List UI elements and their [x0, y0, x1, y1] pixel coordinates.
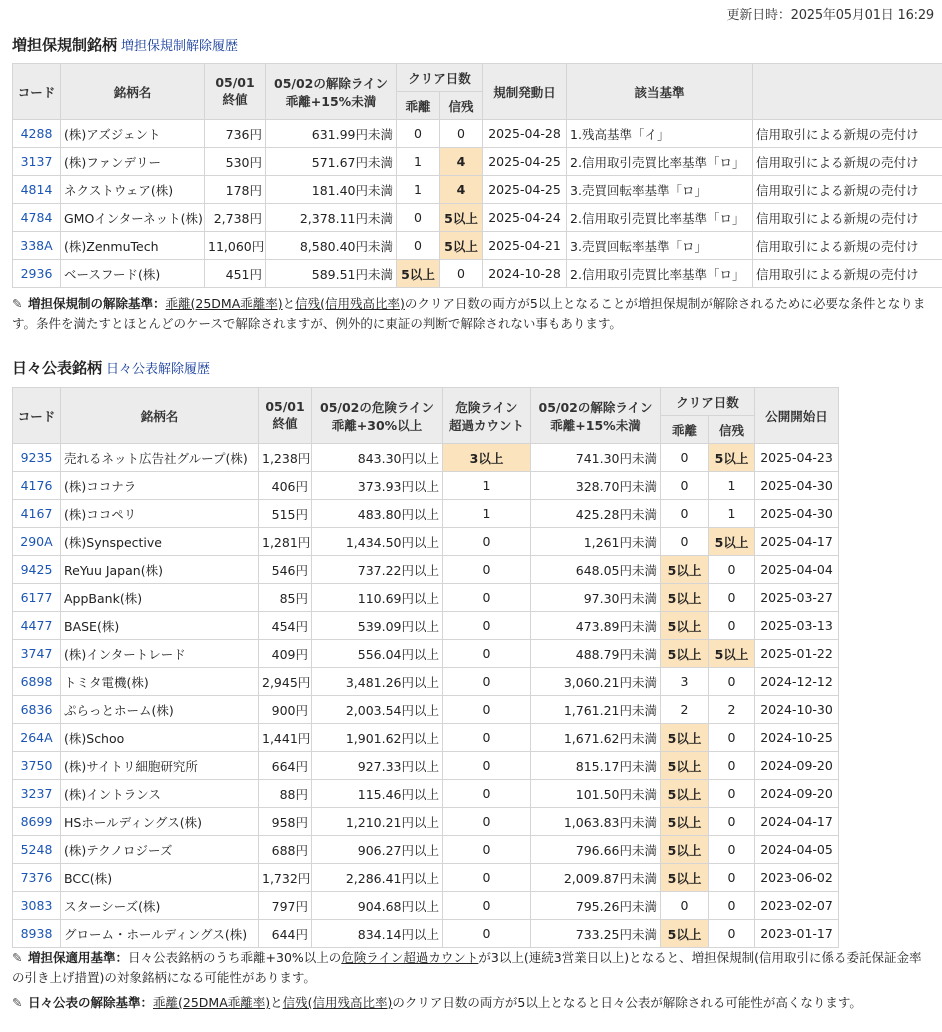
- regulation-note: 信用取引による新規の売付け: [753, 232, 942, 260]
- close-price: 409円: [259, 640, 312, 668]
- stock-name: ぷらっとホーム(株): [61, 696, 259, 724]
- kairi-clear-days: 5以上: [661, 836, 709, 864]
- criteria: 2.信用取引売買比率基準「ロ」: [567, 204, 753, 232]
- danger-count: 0: [443, 752, 531, 780]
- criteria: 3.売買回転率基準「ロ」: [567, 232, 753, 260]
- th2-danger-line: 05/02の危険ライン 乖離+30%以上: [312, 388, 443, 444]
- danger-count: 0: [443, 920, 531, 948]
- th2-clear-days: クリア日数: [661, 388, 755, 416]
- criteria: 2.信用取引売買比率基準「ロ」: [567, 148, 753, 176]
- stock-name: ベースフード(株): [61, 260, 205, 288]
- th-clear-days: クリア日数: [397, 64, 483, 92]
- stock-name: (株)Schoo: [61, 724, 259, 752]
- disclosure-date: 2025-04-04: [755, 556, 839, 584]
- section1-title-text: 増担保規制銘柄: [12, 36, 118, 54]
- close-price: 451円: [205, 260, 266, 288]
- danger-line: 927.33円以上: [312, 752, 443, 780]
- kairi-clear-days: 0: [661, 472, 709, 500]
- danger-count: 0: [443, 528, 531, 556]
- danger-line: 483.80円以上: [312, 500, 443, 528]
- table-row: [13, 612, 839, 640]
- danger-count: 0: [443, 612, 531, 640]
- danger-count: 0: [443, 780, 531, 808]
- close-price: 530円: [205, 148, 266, 176]
- close-price: 797円: [259, 892, 312, 920]
- table-row: [13, 808, 839, 836]
- stock-name: (株)ココナラ: [61, 472, 259, 500]
- stock-code-link[interactable]: 6836: [13, 696, 61, 724]
- shinzan-clear-days: 0: [709, 808, 755, 836]
- criteria: 3.売買回転率基準「ロ」: [567, 176, 753, 204]
- shinzan-clear-days: 4: [440, 148, 483, 176]
- stock-name: トミタ電機(株): [61, 668, 259, 696]
- close-price: 2,945円: [259, 668, 312, 696]
- danger-line: 1,210.21円以上: [312, 808, 443, 836]
- shinzan-clear-days: 5以上: [440, 232, 483, 260]
- table-row: [13, 232, 942, 260]
- danger-line: 110.69円以上: [312, 584, 443, 612]
- release-line: 571.67円未満: [266, 148, 397, 176]
- danger-line: 3,481.26円以上: [312, 668, 443, 696]
- kairi-clear-days: 3: [661, 668, 709, 696]
- stock-code-link[interactable]: 4784: [13, 204, 61, 232]
- stock-name: 売れるネット広告社グループ(株): [61, 444, 259, 472]
- kairi-clear-days: 0: [397, 204, 440, 232]
- stock-name: (株)インタートレード: [61, 640, 259, 668]
- section1-release-note: ✎ 増担保規制の解除基準：乖離(25DMA乖離率)と信残(信用残高比率)のクリア日数の両方が5以上となることが増担保規制が解除されるために必要な条件となります。条件を満たすとほとんどのケースで解除されますが、例外的に東証の判断で解除されない事もあります。: [12, 296, 926, 331]
- danger-count: 3以上: [443, 444, 531, 472]
- th2-kairi: 乖離: [661, 416, 709, 444]
- disclosure-date: 2024-10-30: [755, 696, 839, 724]
- kairi-link[interactable]: 乖離(25DMA乖離率): [165, 296, 283, 311]
- stock-name: ReYuu Japan(株): [61, 556, 259, 584]
- regulation-date: 2025-04-28: [483, 120, 567, 148]
- stock-name: BCC(株): [61, 864, 259, 892]
- close-price: 1,281円: [259, 528, 312, 556]
- margin-regulation-table: [12, 63, 942, 288]
- section2-release-note: ✎ 日々公表の解除基準：乖離(25DMA乖離率)と信残(信用残高比率)のクリア日数の両方が5以上となると日々公表が解除される可能性が高くなります。: [12, 993, 930, 1013]
- pencil-icon: ✎: [12, 950, 23, 965]
- release-line: 815.17円未満: [531, 752, 661, 780]
- release-line: 733.25円未満: [531, 920, 661, 948]
- stock-code-link[interactable]: 4477: [13, 612, 61, 640]
- table-row: [13, 148, 942, 176]
- stock-name: (株)アズジェント: [61, 120, 205, 148]
- table-row: [13, 176, 942, 204]
- close-price: 515円: [259, 500, 312, 528]
- disclosure-date: 2025-03-27: [755, 584, 839, 612]
- release-line: 1,761.21円未満: [531, 696, 661, 724]
- release-line: 1,063.83円未満: [531, 808, 661, 836]
- section2-title-text: 日々公表銘柄: [12, 359, 103, 377]
- close-price: 1,238円: [259, 444, 312, 472]
- danger-line: 843.30円以上: [312, 444, 443, 472]
- shinzan-link[interactable]: 信残(信用残高比率): [282, 995, 393, 1010]
- kairi-clear-days: 5以上: [661, 612, 709, 640]
- release-line: 181.40円未満: [266, 176, 397, 204]
- table-row: [13, 556, 839, 584]
- th-close: 05/01 終値: [205, 64, 266, 120]
- regulation-note: 信用取引による新規の売付け: [753, 260, 942, 288]
- section1-title: [12, 34, 238, 55]
- danger-line: 373.93円以上: [312, 472, 443, 500]
- close-price: 736円: [205, 120, 266, 148]
- stock-code-link[interactable]: 4167: [13, 500, 61, 528]
- criteria: 1.残高基準「イ」: [567, 120, 753, 148]
- th-name: 銘柄名: [61, 64, 205, 120]
- table-row: [13, 668, 839, 696]
- kairi-clear-days: 0: [397, 120, 440, 148]
- danger-line: 556.04円以上: [312, 640, 443, 668]
- danger-line: 834.14円以上: [312, 920, 443, 948]
- table-row: [13, 584, 839, 612]
- danger-count: 0: [443, 584, 531, 612]
- kairi-clear-days: 0: [661, 444, 709, 472]
- release-line: 631.99円未満: [266, 120, 397, 148]
- table-row: [13, 640, 839, 668]
- shinzan-clear-days: 4: [440, 176, 483, 204]
- stock-code-link[interactable]: 2936: [13, 260, 61, 288]
- th-start-date: 規制発動日: [483, 64, 567, 120]
- disclosure-date: 2024-04-05: [755, 836, 839, 864]
- disclosure-date: 2023-06-02: [755, 864, 839, 892]
- disclosure-date: 2025-04-17: [755, 528, 839, 556]
- stock-code-link[interactable]: 6898: [13, 668, 61, 696]
- kairi-clear-days: 5以上: [661, 920, 709, 948]
- stock-code-link[interactable]: 9425: [13, 556, 61, 584]
- stock-name: (株)イントランス: [61, 780, 259, 808]
- table-row: [13, 920, 839, 948]
- danger-line: 1,901.62円以上: [312, 724, 443, 752]
- stock-code-link[interactable]: 3083: [13, 892, 61, 920]
- disclosure-date: 2025-03-13: [755, 612, 839, 640]
- danger-line: 539.09円以上: [312, 612, 443, 640]
- table-row: [13, 204, 942, 232]
- release-line: 425.28円未満: [531, 500, 661, 528]
- danger-count: 1: [443, 500, 531, 528]
- close-price: 1,732円: [259, 864, 312, 892]
- kairi-link[interactable]: 乖離(25DMA乖離率): [153, 995, 271, 1010]
- regulation-note: 信用取引による新規の売付け: [753, 204, 942, 232]
- kairi-clear-days: 1: [397, 148, 440, 176]
- shinzan-link[interactable]: 信残(信用残高比率): [295, 296, 405, 311]
- regulation-date: 2025-04-25: [483, 176, 567, 204]
- release-line: 328.70円未満: [531, 472, 661, 500]
- stock-name: (株)ファンデリー: [61, 148, 205, 176]
- stock-name: ネクストウェア(株): [61, 176, 205, 204]
- regulation-note: 信用取引による新規の売付け: [753, 176, 942, 204]
- kairi-clear-days: 5以上: [397, 260, 440, 288]
- stock-name: AppBank(株): [61, 584, 259, 612]
- danger-count: 0: [443, 808, 531, 836]
- stock-name: (株)ZenmuTech: [61, 232, 205, 260]
- stock-code-link[interactable]: 4176: [13, 472, 61, 500]
- shinzan-clear-days: 0: [709, 836, 755, 864]
- release-line: 1,671.62円未満: [531, 724, 661, 752]
- release-line: 648.05円未満: [531, 556, 661, 584]
- shinzan-clear-days: 2: [709, 696, 755, 724]
- close-price: 454円: [259, 612, 312, 640]
- updated-timestamp: 更新日時：2025年05月01日 16:29: [726, 8, 934, 23]
- th-note: [753, 64, 942, 120]
- release-line: 8,580.40円未満: [266, 232, 397, 260]
- section2-title: [12, 357, 210, 378]
- regulation-date: 2025-04-25: [483, 148, 567, 176]
- disclosure-date: 2025-01-22: [755, 640, 839, 668]
- kairi-clear-days: 2: [661, 696, 709, 724]
- danger-count: 0: [443, 640, 531, 668]
- stock-code-link[interactable]: 8699: [13, 808, 61, 836]
- danger-line: 115.46円以上: [312, 780, 443, 808]
- section1-history-link[interactable]: 増担保規制解除履歴: [121, 39, 239, 54]
- table-row: [13, 752, 839, 780]
- danger-line: 904.68円以上: [312, 892, 443, 920]
- stock-code-link[interactable]: 290A: [13, 528, 61, 556]
- th-criteria: 該当基準: [567, 64, 753, 120]
- table-row: [13, 120, 942, 148]
- danger-line: 2,003.54円以上: [312, 696, 443, 724]
- shinzan-clear-days: 0: [709, 864, 755, 892]
- stock-name: スターシーズ(株): [61, 892, 259, 920]
- disclosure-date: 2025-04-23: [755, 444, 839, 472]
- close-price: 546円: [259, 556, 312, 584]
- th2-start-date: 公開開始日: [755, 388, 839, 444]
- table-row: [13, 472, 839, 500]
- close-price: 664円: [259, 752, 312, 780]
- pencil-icon: ✎: [12, 995, 23, 1010]
- stock-code-link[interactable]: 3750: [13, 752, 61, 780]
- disclosure-date: 2024-09-20: [755, 780, 839, 808]
- danger-line: 2,286.41円以上: [312, 864, 443, 892]
- th-code: コード: [13, 64, 61, 120]
- th2-danger-count: 危険ライン 超過カウント: [443, 388, 531, 444]
- close-price: 2,738円: [205, 204, 266, 232]
- table-row: [13, 864, 839, 892]
- regulation-date: 2024-10-28: [483, 260, 567, 288]
- th2-release-line: 05/02の解除ライン 乖離+15%未満: [531, 388, 661, 444]
- release-line: 1,261円未満: [531, 528, 661, 556]
- danger-count: 0: [443, 724, 531, 752]
- stock-code-link[interactable]: 7376: [13, 864, 61, 892]
- section2-margin-note: ✎ 増担保適用基準：日々公表銘柄のうち乖離+30%以上の危険ライン超過カウントが3以上(連続3営業日以上)となると、増担保規制(信用取引に係る委託保証金率の引き上げ措置)の対象銘柄になる可能性があります。: [12, 950, 922, 985]
- kairi-clear-days: 5以上: [661, 864, 709, 892]
- kairi-clear-days: 0: [661, 892, 709, 920]
- regulation-note: 信用取引による新規の売付け: [753, 120, 942, 148]
- th-release-line: 05/02の解除ライン 乖離+15%未満: [266, 64, 397, 120]
- close-price: 11,060円: [205, 232, 266, 260]
- kairi-clear-days: 5以上: [661, 752, 709, 780]
- stock-code-link[interactable]: 3237: [13, 780, 61, 808]
- stock-code-link[interactable]: 9235: [13, 444, 61, 472]
- close-price: 1,441円: [259, 724, 312, 752]
- th2-close: 05/01 終値: [259, 388, 312, 444]
- shinzan-clear-days: 1: [709, 500, 755, 528]
- kairi-clear-days: 0: [661, 500, 709, 528]
- stock-name: HSホールディングス(株): [61, 808, 259, 836]
- close-price: 644円: [259, 920, 312, 948]
- danger-line: 1,434.50円以上: [312, 528, 443, 556]
- stock-code-link[interactable]: 6177: [13, 584, 61, 612]
- shinzan-clear-days: 0: [709, 920, 755, 948]
- disclosure-date: 2023-02-07: [755, 892, 839, 920]
- release-line: 741.30円未満: [531, 444, 661, 472]
- stock-name: (株)ココペリ: [61, 500, 259, 528]
- release-line: 473.89円未満: [531, 612, 661, 640]
- table-row: [13, 836, 839, 864]
- table-row: [13, 500, 839, 528]
- shinzan-clear-days: 5以上: [709, 444, 755, 472]
- kairi-clear-days: 1: [397, 176, 440, 204]
- close-price: 900円: [259, 696, 312, 724]
- danger-count: 0: [443, 556, 531, 584]
- release-line: 488.79円未満: [531, 640, 661, 668]
- shinzan-clear-days: 5以上: [709, 528, 755, 556]
- danger-count: 0: [443, 836, 531, 864]
- regulation-date: 2025-04-21: [483, 232, 567, 260]
- release-line: 2,009.87円未満: [531, 864, 661, 892]
- th-kairi: 乖離: [397, 92, 440, 120]
- kairi-clear-days: 5以上: [661, 640, 709, 668]
- disclosure-date: 2024-04-17: [755, 808, 839, 836]
- disclosure-date: 2023-01-17: [755, 920, 839, 948]
- stock-name: BASE(株): [61, 612, 259, 640]
- shinzan-clear-days: 0: [709, 752, 755, 780]
- stock-name: GMOインターネット(株): [61, 204, 205, 232]
- criteria: 2.信用取引売買比率基準「ロ」: [567, 260, 753, 288]
- table-row: [13, 724, 839, 752]
- close-price: 178円: [205, 176, 266, 204]
- stock-code-link[interactable]: 4288: [13, 120, 61, 148]
- kairi-clear-days: 5以上: [661, 780, 709, 808]
- stock-code-link[interactable]: 264A: [13, 724, 61, 752]
- table-row: [13, 260, 942, 288]
- disclosure-date: 2025-04-30: [755, 500, 839, 528]
- close-price: 688円: [259, 836, 312, 864]
- close-price: 88円: [259, 780, 312, 808]
- close-price: 85円: [259, 584, 312, 612]
- shinzan-clear-days: 0: [709, 780, 755, 808]
- danger-line: 737.22円以上: [312, 556, 443, 584]
- release-line: 796.66円未満: [531, 836, 661, 864]
- shinzan-clear-days: 0: [440, 120, 483, 148]
- table-row: [13, 892, 839, 920]
- kairi-clear-days: 5以上: [661, 808, 709, 836]
- shinzan-clear-days: 0: [440, 260, 483, 288]
- stock-code-link[interactable]: 4814: [13, 176, 61, 204]
- shinzan-clear-days: 0: [709, 584, 755, 612]
- release-line: 589.51円未満: [266, 260, 397, 288]
- stock-code-link[interactable]: 5248: [13, 836, 61, 864]
- danger-count: 0: [443, 892, 531, 920]
- disclosure-date: 2024-09-20: [755, 752, 839, 780]
- shinzan-clear-days: 0: [709, 556, 755, 584]
- stock-code-link[interactable]: 338A: [13, 232, 61, 260]
- release-line: 2,378.11円未満: [266, 204, 397, 232]
- shinzan-clear-days: 1: [709, 472, 755, 500]
- shinzan-clear-days: 0: [709, 892, 755, 920]
- kairi-clear-days: 0: [397, 232, 440, 260]
- th2-code: コード: [13, 388, 61, 444]
- stock-name: (株)Synspective: [61, 528, 259, 556]
- close-price: 958円: [259, 808, 312, 836]
- regulation-date: 2025-04-24: [483, 204, 567, 232]
- release-line: 101.50円未満: [531, 780, 661, 808]
- kairi-clear-days: 0: [661, 528, 709, 556]
- stock-code-link[interactable]: 8938: [13, 920, 61, 948]
- kairi-clear-days: 5以上: [661, 584, 709, 612]
- danger-line: 906.27円以上: [312, 836, 443, 864]
- kairi-clear-days: 5以上: [661, 556, 709, 584]
- stock-name: (株)サイトリ細胞研究所: [61, 752, 259, 780]
- disclosure-date: 2024-12-12: [755, 668, 839, 696]
- stock-code-link[interactable]: 3137: [13, 148, 61, 176]
- th-shinzan: 信残: [440, 92, 483, 120]
- stock-code-link[interactable]: 3747: [13, 640, 61, 668]
- section2-history-link[interactable]: 日々公表解除履歴: [106, 362, 211, 377]
- kairi-clear-days: 5以上: [661, 724, 709, 752]
- danger-count: 0: [443, 668, 531, 696]
- th2-name: 銘柄名: [61, 388, 259, 444]
- shinzan-clear-days: 5以上: [440, 204, 483, 232]
- disclosure-date: 2025-04-30: [755, 472, 839, 500]
- table-row: [13, 696, 839, 724]
- table-row: [13, 444, 839, 472]
- shinzan-clear-days: 5以上: [709, 640, 755, 668]
- shinzan-clear-days: 0: [709, 724, 755, 752]
- danger-count-link[interactable]: 危険ライン超過カウント: [341, 950, 479, 965]
- regulation-note: 信用取引による新規の売付け: [753, 148, 942, 176]
- release-line: 97.30円未満: [531, 584, 661, 612]
- danger-count: 1: [443, 472, 531, 500]
- release-line: 3,060.21円未満: [531, 668, 661, 696]
- shinzan-clear-days: 0: [709, 668, 755, 696]
- table-row: [13, 528, 839, 556]
- danger-count: 0: [443, 696, 531, 724]
- stock-name: グローム・ホールディングス(株): [61, 920, 259, 948]
- shinzan-clear-days: 0: [709, 612, 755, 640]
- table-row: [13, 780, 839, 808]
- close-price: 406円: [259, 472, 312, 500]
- danger-count: 0: [443, 864, 531, 892]
- daily-disclosure-table: [12, 387, 839, 948]
- release-line: 795.26円未満: [531, 892, 661, 920]
- th2-shinzan: 信残: [709, 416, 755, 444]
- disclosure-date: 2024-10-25: [755, 724, 839, 752]
- pencil-icon: ✎: [12, 296, 23, 311]
- stock-name: (株)テクノロジーズ: [61, 836, 259, 864]
